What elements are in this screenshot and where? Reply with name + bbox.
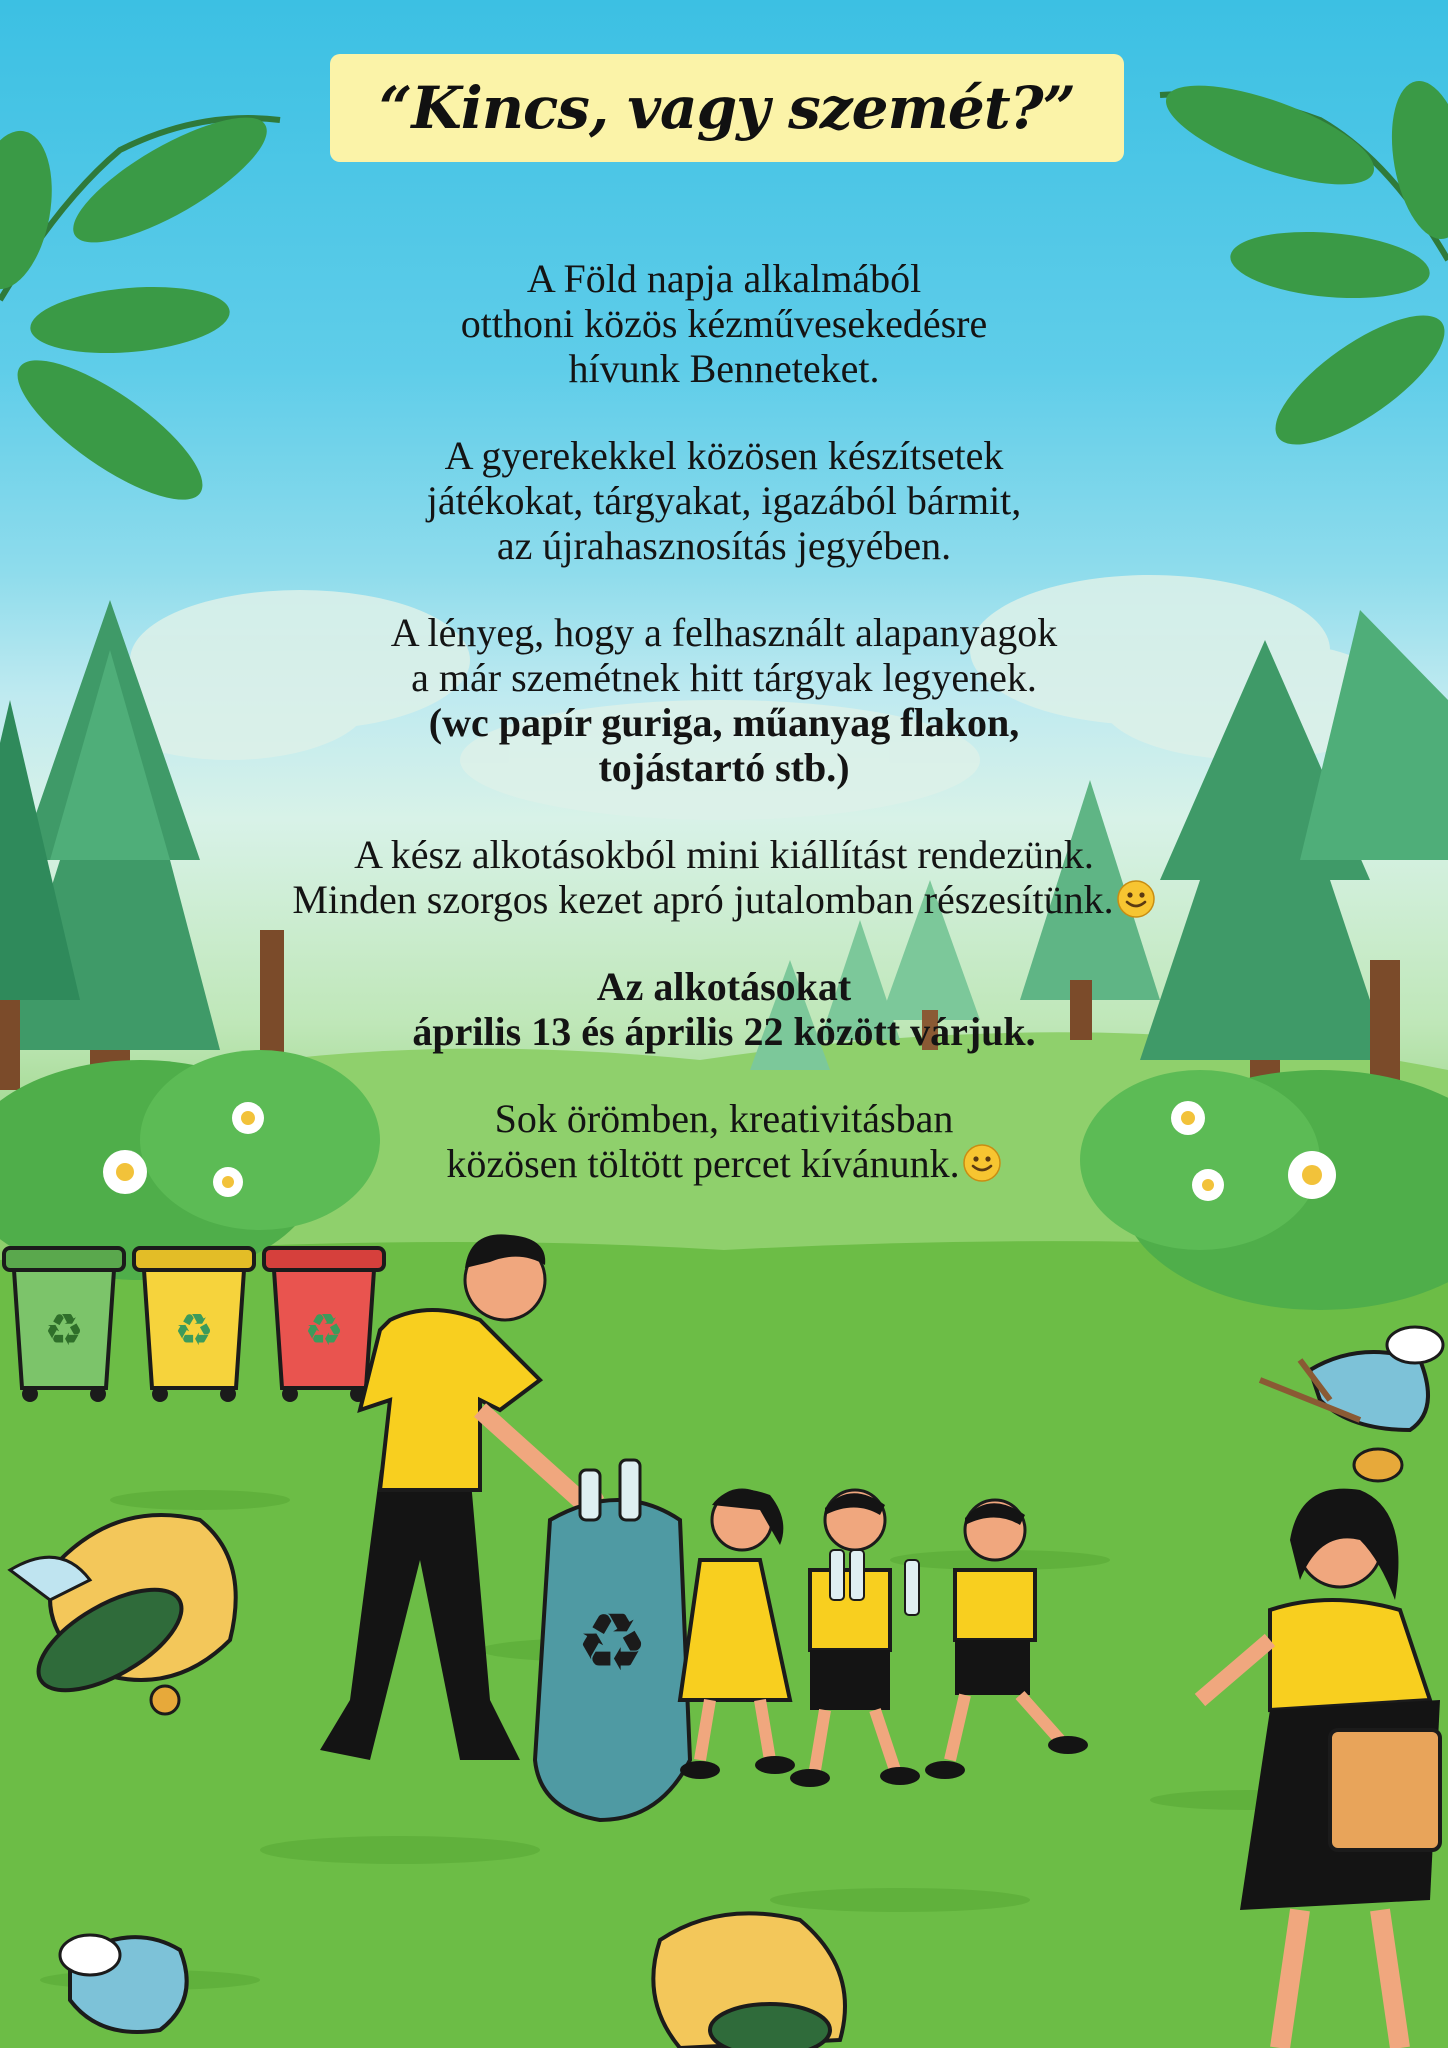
text-line: [124, 1009, 1324, 1054]
recycle-icon: ♻: [576, 1596, 648, 1689]
text-line-content: otthoni közös kézművesekedésre: [460, 301, 988, 346]
smiley-icon: [962, 1143, 1002, 1183]
text-line: [124, 964, 1324, 1009]
recycle-icon: ♻: [304, 1305, 344, 1356]
recycle-icon: ♻: [44, 1305, 84, 1356]
text-line: [124, 346, 1324, 391]
text-line: [124, 877, 1324, 922]
text-line: [124, 301, 1324, 346]
recycle-icon: ♻: [174, 1305, 214, 1356]
text-line-content: a már szemétnek hitt tárgyak legyenek.: [411, 655, 1037, 700]
bin-yellow: [134, 1248, 254, 1402]
text-line-content: játékokat, tárgyakat, igazából bármit,: [426, 478, 1022, 523]
smiley-icon: [1116, 879, 1156, 919]
paragraph: [124, 1096, 1324, 1186]
paragraph: [124, 610, 1324, 790]
recycling-bins: [4, 1248, 384, 1402]
recycle-bag: [535, 1460, 690, 1820]
text-line: [124, 610, 1324, 655]
text-line: [124, 745, 1324, 790]
text-line: [124, 832, 1324, 877]
text-line: [124, 1096, 1324, 1141]
text-line-content: április 13 és április 22 között várjuk.: [412, 1009, 1036, 1054]
text-line-content: (wc papír guriga, műanyag flakon,: [428, 700, 1020, 745]
text-line-content: az újrahasznosítás jegyében.: [496, 523, 952, 568]
page-title: “Kincs, vagy szemét?”: [379, 74, 1075, 142]
text-line-content: tojástartó stb.): [598, 745, 850, 790]
paragraph: [124, 964, 1324, 1054]
text-line: [124, 478, 1324, 523]
text-line: [124, 700, 1324, 745]
paragraph: [124, 256, 1324, 391]
text-line-content: hívunk Benneteket.: [568, 346, 880, 391]
text-line: [124, 256, 1324, 301]
text-line-content: Minden szorgos kezet apró jutalomban részesítünk.: [292, 877, 1114, 922]
text-line-content: közösen töltött percet kívánunk.: [446, 1141, 960, 1186]
text-line: [124, 523, 1324, 568]
text-line-content: Az alkotásokat: [596, 964, 852, 1009]
text-line-content: A gyerekekkel közösen készítsetek: [444, 433, 1004, 478]
text-line-content: A kész alkotásokból mini kiállítást rendezünk.: [354, 832, 1094, 877]
paragraph: [124, 832, 1324, 922]
text-line-content: Sok örömben, kreativitásban: [494, 1096, 954, 1141]
title-box: [330, 54, 1124, 162]
paragraph: [124, 433, 1324, 568]
text-line: [124, 655, 1324, 700]
text-line: [124, 433, 1324, 478]
body-text: [124, 256, 1324, 1228]
text-line: [124, 1141, 1324, 1186]
bin-green: [4, 1248, 124, 1402]
text-line-content: A lényeg, hogy a felhasznált alapanyagok: [390, 610, 1058, 655]
text-line-content: A Föld napja alkalmából: [526, 256, 922, 301]
